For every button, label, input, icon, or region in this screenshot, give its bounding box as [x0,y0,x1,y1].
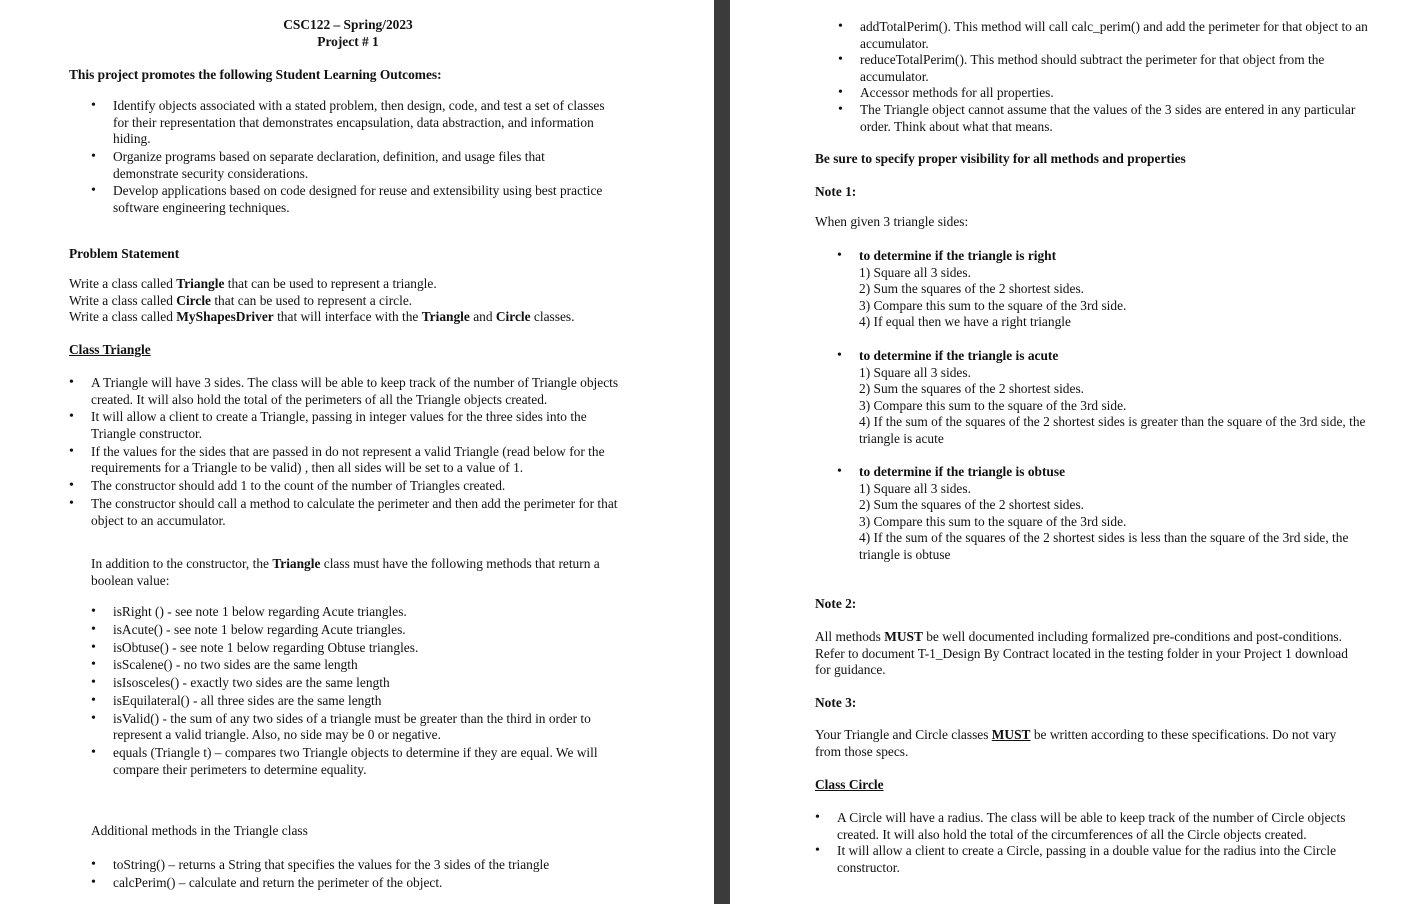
outcomes-list [91,98,611,218]
list-item: • It will allow a client to create a Triangle, passing in integer values for the three sides into the Triangle constructor. [69,409,629,442]
circle-requirements-list [815,810,1380,876]
list-item: • addTotalPerim(). This method will call calc_perim() and add the perimeter for that object to an accumulator. [838,19,1378,52]
note1-heading: Note 1: [815,184,857,199]
problem-line: Write a class called Triangle that can be used to represent a triangle. [69,276,437,291]
outcomes-heading: This project promotes the following Student Learning Outcomes: [69,67,442,82]
step: 4) If equal then we have a right triangle [859,314,1071,330]
list-item: • isScalene() - no two sides are the same length [91,657,631,674]
page-divider [714,0,730,904]
class-circle-heading: Class Circle [815,777,884,792]
step: 2) Sum the squares of the 2 shortest sides. [859,281,1085,297]
step: 2) Sum the squares of the 2 shortest sides. [859,497,1085,513]
list-item: • isObtuse() - see note 1 below regarding Obtuse triangles. [91,640,631,657]
right-triangle-check [837,248,1387,331]
list-item: • A Triangle will have 3 sides. The class will be able to keep track of the number of Triangle objects created. It will also hold the total of the perimeters of all the Triangle objects created. [69,375,629,408]
list-item: • isRight () - see note 1 below regarding Acute triangles. [91,604,631,621]
right-check-title: to determine if the triangle is right [859,248,1057,263]
class-triangle-heading: Class Triangle [69,342,151,357]
list-item [837,248,1387,331]
list-item: • Identify objects associated with a stated problem, then design, code, and test a set of classes for their representation that demonstrates encapsulation, data abstraction, and information hiding. [91,98,611,148]
triangle-methods-continued-list [838,19,1378,135]
methods-intro: In addition to the constructor, the Triangle class must have the following methods that return a boolean value: [91,556,600,588]
obtuse-triangle-check [837,464,1387,564]
visibility-note: Be sure to specify proper visibility for all methods and properties [815,151,1186,166]
step: 1) Square all 3 sides. [859,480,971,496]
list-item: • equals (Triangle t) – compares two Triangle objects to determine if they are equal. We will compare their perimeters to determine equality. [91,745,631,778]
list-item: • isValid() - the sum of any two sides of a triangle must be greater than the third in order to represent a valid triangle. Also, no side may be 0 or negative. [91,711,631,744]
obtuse-check-title: to determine if the triangle is obtuse [859,464,1066,479]
step: 3) Compare this sum to the square of the 3rd side. [859,513,1127,529]
list-item: • The constructor should add 1 to the count of the number of Triangles created. [69,478,629,495]
list-item: • The Triangle object cannot assume that the values of the 3 sides are entered in any particular order. Think about what that means. [838,102,1378,135]
note3-text: Your Triangle and Circle classes MUST be written according to these specifications. Do not vary from those specs. [815,727,1337,759]
list-item: • If the values for the sides that are passed in do not represent a valid Triangle (read below for the requirements for a Triangle to be valid) , then all sides will be set to a value of 1. [69,444,629,477]
document-page-right [730,0,1418,904]
list-item: • toString() – returns a String that specifies the values for the 3 sides of the triangle [91,857,631,874]
list-item: • It will allow a client to create a Circle, passing in a double value for the radius into the Circle constructor. [815,843,1380,876]
course-title [0,17,696,50]
problem-line: Write a class called Circle that can be used to represent a circle. [69,292,413,308]
additional-methods-heading: Additional methods in the Triangle class [91,823,308,838]
step: 2) Sum the squares of the 2 shortest sides. [859,381,1085,397]
project-number: Project # 1 [317,33,379,49]
list-item: • isAcute() - see note 1 below regarding Acute triangles. [91,622,631,639]
list-item: • reduceTotalPerim(). This method should subtract the perimeter for that object from the accumulator. [838,52,1378,85]
acute-check-title: to determine if the triangle is acute [859,348,1059,363]
note1-intro: When given 3 triangle sides: [815,214,969,229]
step: 4) If the sum of the squares of the 2 shortest sides is less than the square of the 3rd side, the triangle is obtuse [859,530,1349,562]
course-name: CSC122 – Spring/2023 [283,17,413,32]
note2-text: All methods MUST be well documented including formalized pre-conditions and post-conditions. Refer to document T-1_Design By Contract located in the testing folder in your Project 1 download for guidance. [815,629,1348,678]
list-item: • A Circle will have a radius. The class will be able to keep track of the number of Circle objects created. It will also hold the total of the circumferences of all the Circle objects created. [815,810,1380,843]
list-item [837,464,1387,564]
problem-statement [69,276,669,326]
boolean-methods-list [91,604,631,779]
list-item: • Accessor methods for all properties. [838,85,1378,102]
list-item [837,348,1387,448]
list-item: • The constructor should call a method to calculate the perimeter and then add the perimeter for that object to an accumulator. [69,496,629,529]
note2-heading: Note 2: [815,596,857,611]
additional-methods-list [91,857,631,893]
list-item: • Develop applications based on code designed for reuse and extensibility using best practice software engineering techniques. [91,183,611,216]
step: 3) Compare this sum to the square of the 3rd side. [859,397,1127,413]
problem-line: Write a class called MyShapesDriver that will interface with the Triangle and Circle classes. [69,309,575,325]
acute-triangle-check [837,348,1387,448]
list-item: • Organize programs based on separate declaration, definition, and usage files that demonstrate security considerations. [91,149,611,182]
note3-heading: Note 3: [815,695,857,710]
problem-heading: Problem Statement [69,246,180,261]
list-item: • isIsosceles() - exactly two sides are the same length [91,675,631,692]
step: 1) Square all 3 sides. [859,264,971,280]
step: 3) Compare this sum to the square of the 3rd side. [859,297,1127,313]
list-item: • calcPerim() – calculate and return the perimeter of the object. [91,875,631,892]
step: 1) Square all 3 sides. [859,364,971,380]
list-item: • isEquilateral() - all three sides are the same length [91,693,631,710]
step: 4) If the sum of the squares of the 2 shortest sides is greater than the square of the 3rd side, the triangle is acute [859,414,1366,446]
triangle-requirements-list [69,375,629,530]
